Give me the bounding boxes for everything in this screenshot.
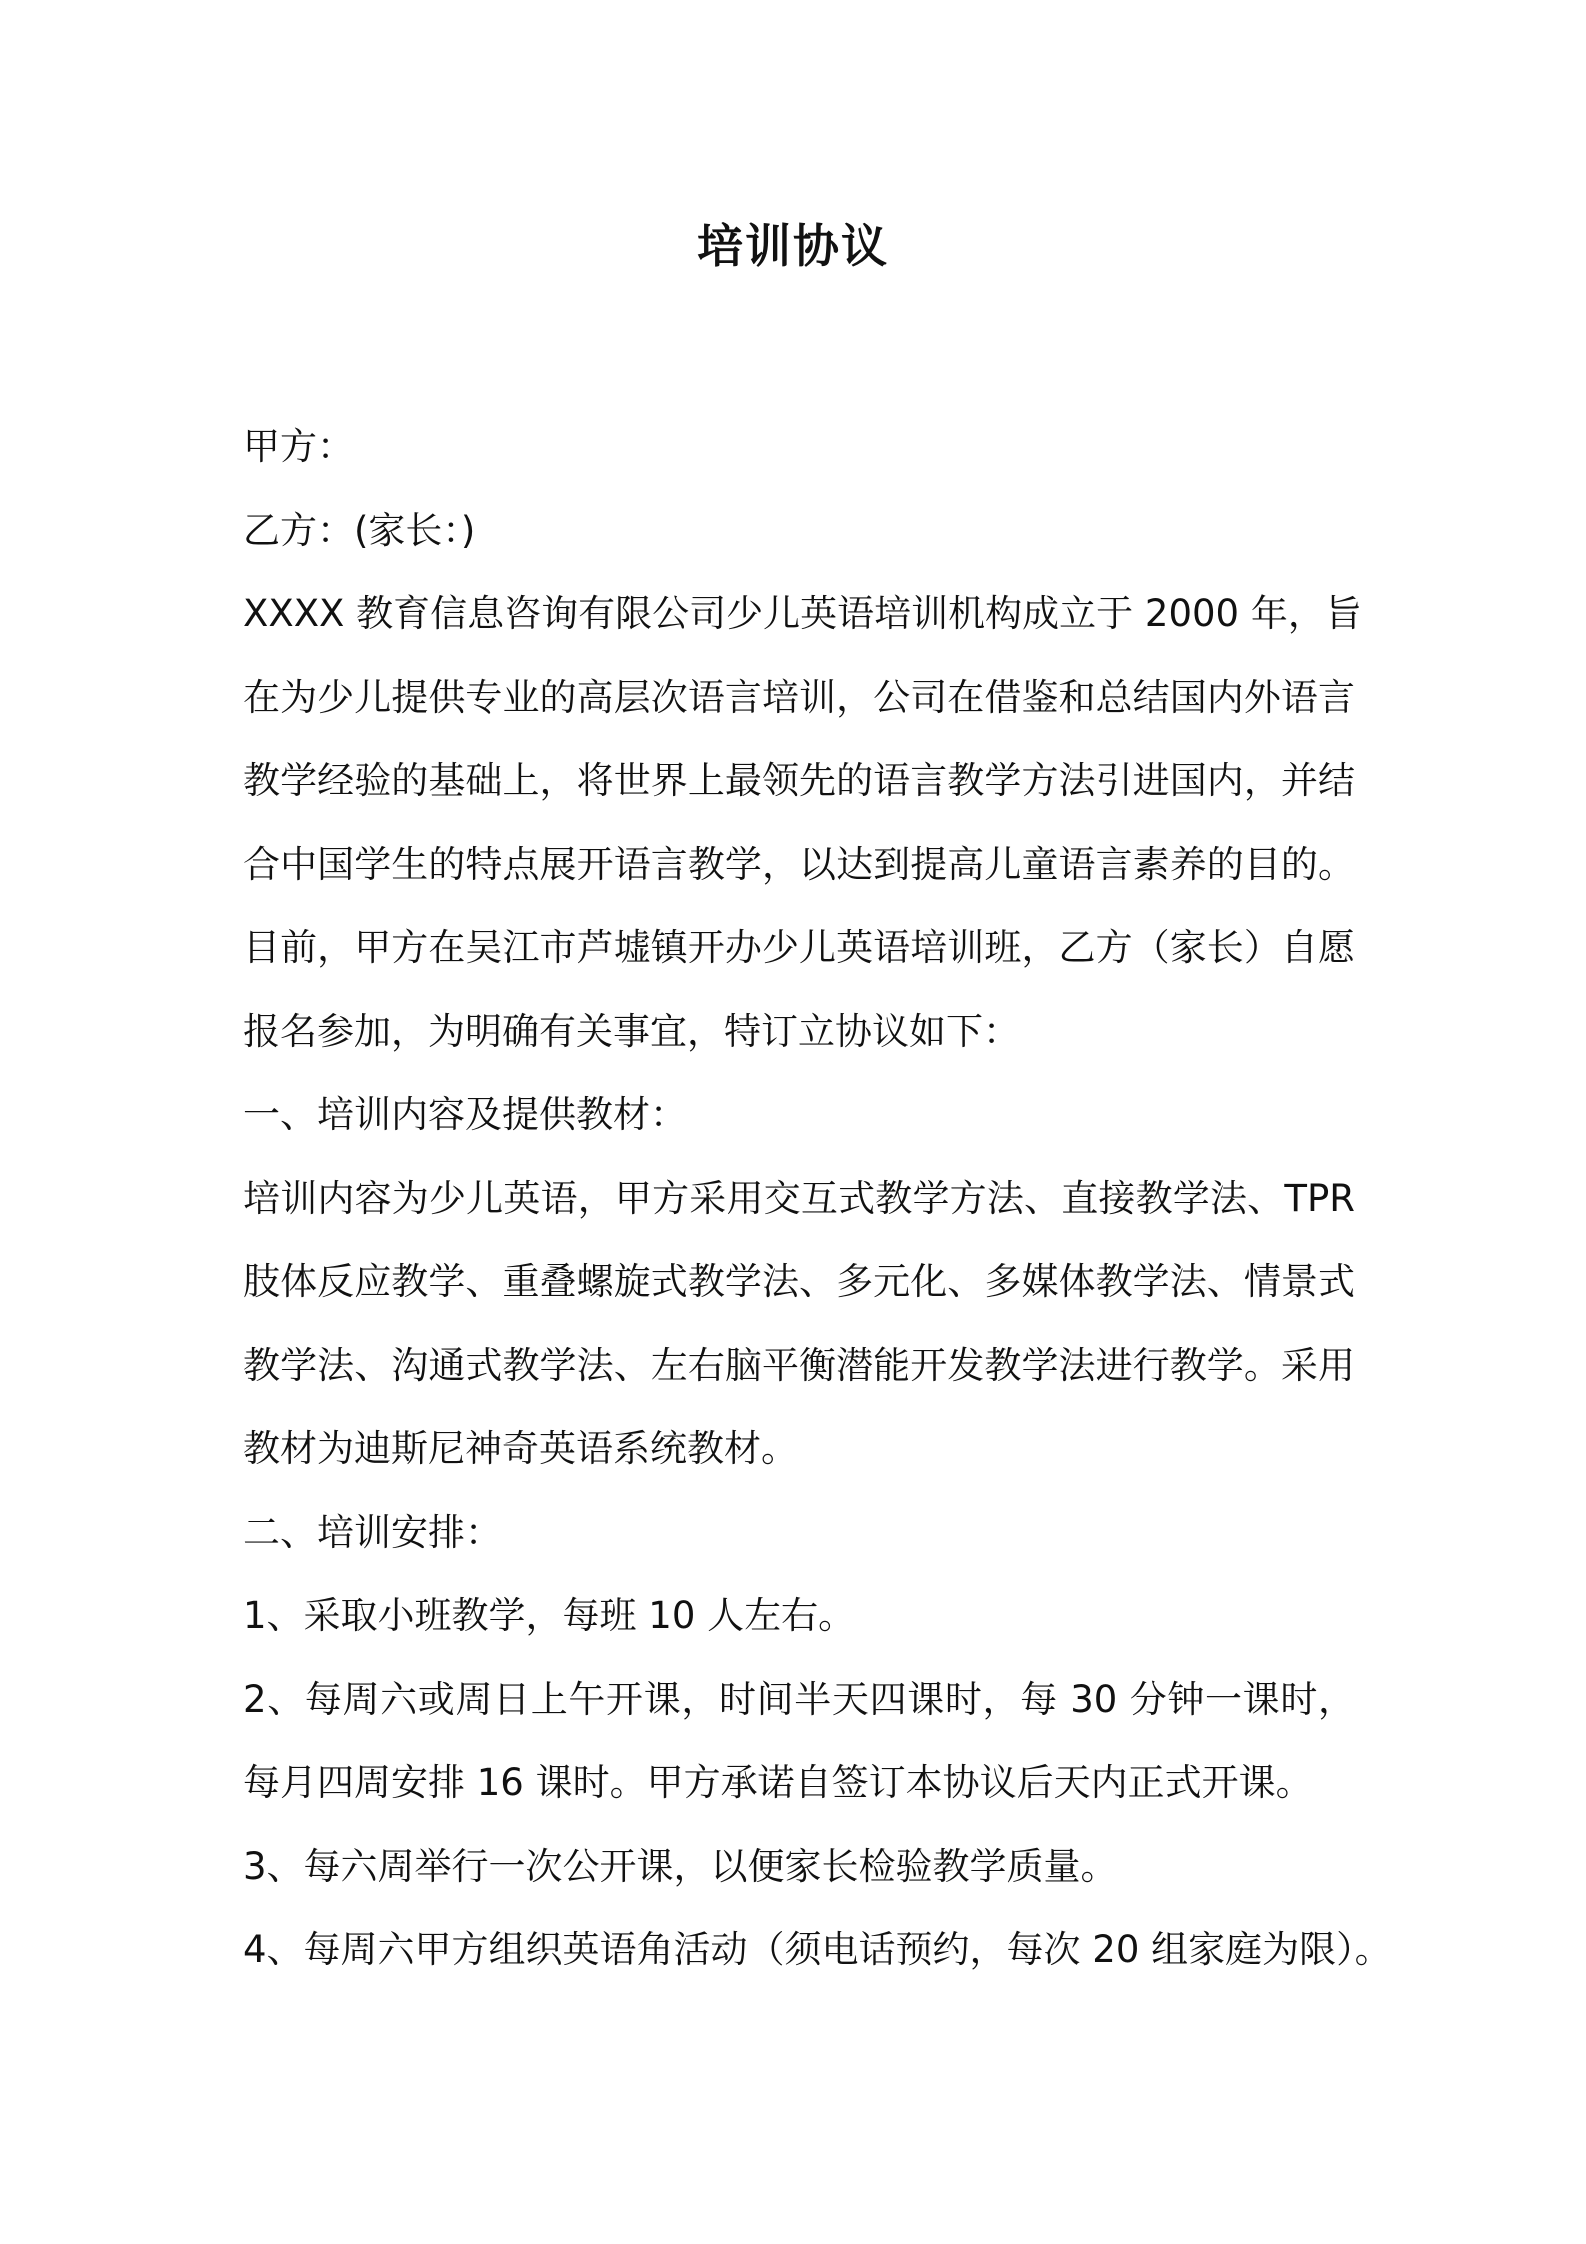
paragraph-line: XXXX 教育信息咨询有限公司少儿英语培训机构成立于 2000 年，旨 <box>243 592 1362 635</box>
paragraph-line: 教学经验的基础上，将世界上最领先的语言教学方法引进国内，并结 <box>243 759 1355 802</box>
list-item: 4、每周六甲方组织英语角活动（须电话预约，每次 20 组家庭为限）。 <box>243 1928 1392 1971</box>
paragraph-line: 目前，甲方在吴江市芦墟镇开办少儿英语培训班，乙方（家长）自愿 <box>243 926 1355 969</box>
paragraph-line: 教学法、沟通式教学法、左右脑平衡潜能开发教学法进行教学。采用 <box>243 1343 1355 1387</box>
document-body <box>243 405 1392 1992</box>
document-title: 培训协议 <box>697 219 889 273</box>
paragraph-line: 报名参加，为明确有关事宜，特订立协议如下： <box>243 1009 1020 1053</box>
paragraph-line: 在为少儿提供专业的高层次语言培训，公司在借鉴和总结国内外语言 <box>243 675 1355 719</box>
section-heading: 二、培训安排： <box>243 1510 502 1554</box>
list-item: 1、采取小班教学，每班 10 人左右。 <box>243 1594 856 1637</box>
party-a-line: 甲方： <box>243 425 354 468</box>
paragraph-line: 肢体反应教学、重叠螺旋式教学法、多元化、多媒体教学法、情景式 <box>243 1260 1355 1303</box>
list-item: 3、每六周举行一次公开课，以便家长检验教学质量。 <box>243 1844 1118 1888</box>
paragraph-line: 合中国学生的特点展开语言教学，以达到提高儿童语言素养的目的。 <box>243 842 1355 886</box>
paragraph-line: 教材为迪斯尼神奇英语系统教材。 <box>243 1427 798 1470</box>
party-b-line: 乙方：(家长：) <box>243 508 476 552</box>
section-heading: 一、培训内容及提供教材： <box>243 1093 687 1136</box>
list-item-continuation: 每月四周安排 16 课时。甲方承诺自签订本协议后天内正式开课。 <box>243 1761 1313 1804</box>
paragraph-line: 培训内容为少儿英语，甲方采用交互式教学方法、直接教学法、TPR <box>243 1176 1355 1220</box>
list-item: 2、每周六或周日上午开课，时间半天四课时，每 30 分钟一课时， <box>243 1677 1355 1721</box>
